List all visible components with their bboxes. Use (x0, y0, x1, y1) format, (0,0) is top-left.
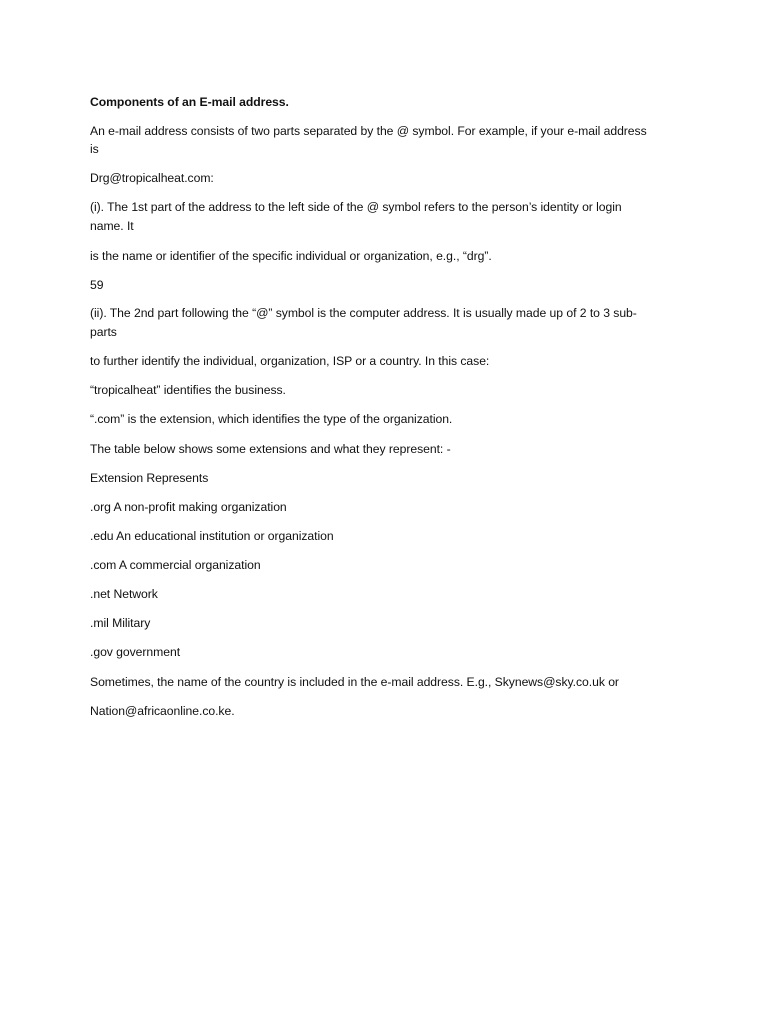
extension-row-mil: .mil Military (90, 616, 151, 630)
table-introduction: The table below shows some extensions and what they represent: - (90, 442, 451, 456)
document-heading: Components of an E-mail address. (90, 95, 289, 109)
extension-row-gov: .gov government (90, 645, 181, 659)
closing-line-2: Nation@africaonline.co.ke. (90, 704, 235, 718)
part-one-line-2: name. It (90, 219, 134, 233)
part-two-line-3: to further identify the individual, organization, ISP or a country. In this case: (90, 354, 490, 368)
bullet-tropicalheat: “tropicalheat” identifies the business. (90, 383, 286, 397)
closing-line-1: Sometimes, the name of the country is included in the e-mail address. E.g., Skynews@sky.co.uk or (90, 675, 619, 689)
part-one-line-1: (i). The 1st part of the address to the left side of the @ symbol refers to the person’s identity or login (90, 200, 622, 214)
extension-row-net: .net Network (90, 587, 158, 601)
extension-row-edu: .edu An educational institution or organization (90, 529, 334, 543)
intro-line-1: An e-mail address consists of two parts separated by the @ symbol. For example, if your e-mail address (90, 124, 647, 138)
part-two-line-2: parts (90, 325, 117, 339)
bullet-com-extension: “.com” is the extension, which identifies the type of the organization. (90, 412, 453, 426)
intro-line-2: is (90, 142, 99, 156)
page-number: 59 (90, 278, 104, 292)
part-one-line-3: is the name or identifier of the specific individual or organization, e.g., “drg”. (90, 249, 492, 263)
extension-row-org: .org A non-profit making organization (90, 500, 287, 514)
part-two-line-1: (ii). The 2nd part following the “@” symbol is the computer address. It is usually made up of 2 to 3 sub- (90, 306, 637, 320)
extension-row-com: .com A commercial organization (90, 558, 261, 572)
table-header: Extension Represents (90, 471, 209, 485)
example-email-address: Drg@tropicalheat.com: (90, 171, 214, 185)
